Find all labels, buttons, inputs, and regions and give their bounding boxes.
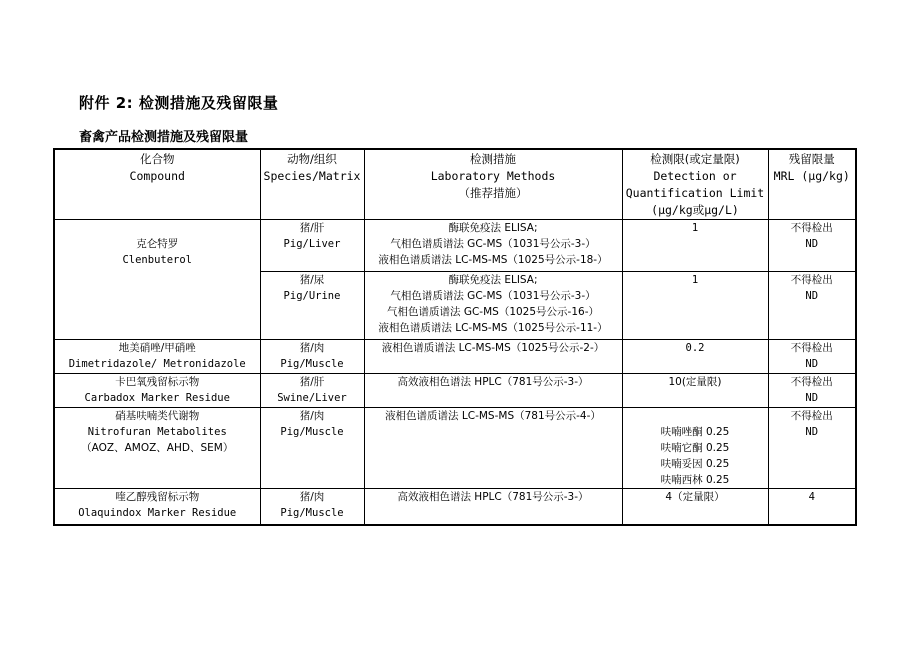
header-mrl: 残留限量 MRL (μg/kg) xyxy=(768,149,856,220)
methods-cell: 液相色谱质谱法 LC-MS-MS（781号公示-4-） xyxy=(364,408,622,489)
species-cell: 猪/肉 Pig/Muscle xyxy=(260,408,364,489)
table-row xyxy=(54,340,856,374)
methods-cell: 高效液相色谱法 HPLC（781号公示-3-） xyxy=(364,374,622,408)
table-row xyxy=(54,220,856,272)
limit-cell: 1 xyxy=(622,272,768,340)
methods-cell: 酶联免疫法 ELISA; 气相色谱质谱法 GC-MS（1031号公示-3-） 气相色谱质谱法 GC-MS（1025号公示-16-） 液相色谱质谱法 LC-MS-MS（1025号公示-11-） xyxy=(364,272,622,340)
methods-cell: 酶联免疫法 ELISA; 气相色谱质谱法 GC-MS（1031号公示-3-） 液相色谱质谱法 LC-MS-MS（1025号公示-18-） xyxy=(364,220,622,272)
limit-cell: 0.2 xyxy=(622,340,768,374)
methods-cell: 高效液相色谱法 HPLC（781号公示-3-） xyxy=(364,489,622,525)
mrl-cell: 不得检出 ND xyxy=(768,408,856,489)
compound-cell: 卡巴氧残留标示物 Carbadox Marker Residue xyxy=(54,374,260,408)
table-caption: 畜禽产品检测措施及残留限量 xyxy=(79,130,249,145)
table-row xyxy=(54,408,856,489)
species-cell: 猪/肝 Pig/Liver xyxy=(260,220,364,272)
header-limit: 检测限(或定量限) Detection or Quantification Limit (μg/kg或μg/L) xyxy=(622,149,768,220)
mrl-cell: 不得检出 ND xyxy=(768,340,856,374)
header-compound: 化合物 Compound xyxy=(54,149,260,220)
mrl-cell: 不得检出 ND xyxy=(768,272,856,340)
limit-cell: 4（定量限） xyxy=(622,489,768,525)
species-cell: 猪/肝 Swine/Liver xyxy=(260,374,364,408)
species-cell: 猪/肉 Pig/Muscle xyxy=(260,340,364,374)
compound-cell: 克仑特罗 Clenbuterol xyxy=(54,220,260,340)
species-cell: 猪/肉 Pig/Muscle xyxy=(260,489,364,525)
header-species: 动物/组织 Species/Matrix xyxy=(260,149,364,220)
methods-cell: 液相色谱质谱法 LC-MS-MS（1025号公示-2-） xyxy=(364,340,622,374)
table-row xyxy=(54,489,856,525)
compound-cell: 喹乙醇残留标示物 Olaquindox Marker Residue xyxy=(54,489,260,525)
mrl-cell: 不得检出 ND xyxy=(768,374,856,408)
mrl-cell: 不得检出 ND xyxy=(768,220,856,272)
residue-limits-table xyxy=(53,148,857,526)
compound-cell: 地美硝唑/甲硝唑 Dimetridazole/ Metronidazole xyxy=(54,340,260,374)
limit-cell: 10(定量限) xyxy=(622,374,768,408)
limit-cell: 1 xyxy=(622,220,768,272)
document-title: 附件 2: 检测措施及残留限量 xyxy=(79,94,279,112)
limit-cell: 呋喃唑酮 0.25 呋喃它酮 0.25 呋喃妥因 0.25 呋喃西林 0.25 xyxy=(622,408,768,489)
header-row xyxy=(54,149,856,220)
species-cell: 猪/尿 Pig/Urine xyxy=(260,272,364,340)
header-methods: 检测措施 Laboratory Methods （推荐措施） xyxy=(364,149,622,220)
mrl-cell: 4 xyxy=(768,489,856,525)
compound-cell: 硝基呋喃类代谢物 Nitrofuran Metabolites （AOZ、AMOZ、AHD、SEM） xyxy=(54,408,260,489)
table-row xyxy=(54,374,856,408)
